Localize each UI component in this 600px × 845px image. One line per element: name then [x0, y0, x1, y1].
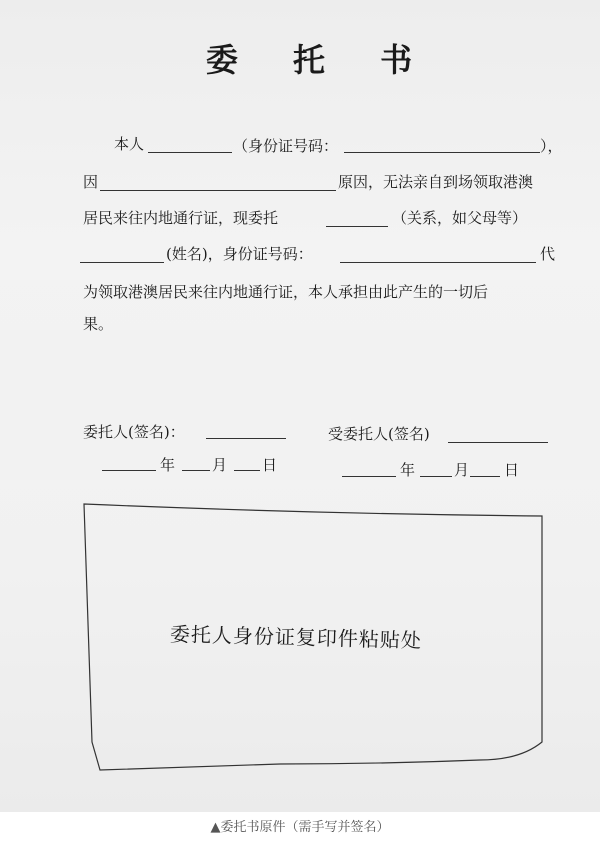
signer-year-blank	[102, 470, 156, 471]
paste-area-label: 委托人身份证复印件粘贴处	[169, 622, 423, 653]
agent-label: 受委托人(签名)	[328, 425, 430, 443]
agent-year-label: 年	[400, 461, 416, 479]
agent-month-blank	[420, 476, 452, 477]
relationship-blank	[326, 226, 388, 227]
signer-day-label: 日	[262, 456, 278, 474]
signer-day-blank	[234, 470, 260, 471]
signer-year-label: 年	[160, 456, 176, 474]
line3-suffix: （关系，如父母等）	[392, 209, 528, 227]
line2-suffix: 原因，无法亲自到场领取港澳	[338, 173, 534, 191]
agent-day-blank	[470, 476, 500, 477]
signer-blank	[206, 438, 286, 439]
line1-mid: （身份证号码：	[233, 137, 339, 155]
line6: 果。	[83, 315, 114, 333]
agent-signature-blank	[448, 442, 548, 443]
line4-suffix: 代	[540, 245, 556, 263]
line5: 为领取港澳居民来往内地通行证，本人承担由此产生的一切后	[83, 283, 489, 301]
reason-blank	[100, 190, 336, 191]
line2-prefix: 因	[83, 173, 99, 191]
name-blank	[148, 152, 232, 153]
signer-month-label: 月	[212, 456, 228, 474]
agent-name-blank	[80, 262, 164, 263]
image-caption: ▲委托书原件（需手写并签名）	[210, 820, 390, 835]
line1-prefix: 本人	[114, 135, 145, 153]
signer-label: 委托人(签名)：	[83, 423, 185, 441]
agent-year-blank	[342, 476, 396, 477]
line1-suffix: ），	[540, 137, 563, 155]
agent-id-blank	[340, 262, 536, 263]
id-number-blank	[344, 152, 540, 153]
signer-month-blank	[182, 470, 210, 471]
agent-day-label: 日	[504, 461, 520, 479]
line4-mid: (姓名)，身份证号码：	[166, 245, 313, 263]
line3-prefix: 居民来往内地通行证，现委托	[83, 209, 279, 227]
agent-month-label: 月	[454, 461, 470, 479]
document-title: 委 托 书	[205, 41, 435, 79]
